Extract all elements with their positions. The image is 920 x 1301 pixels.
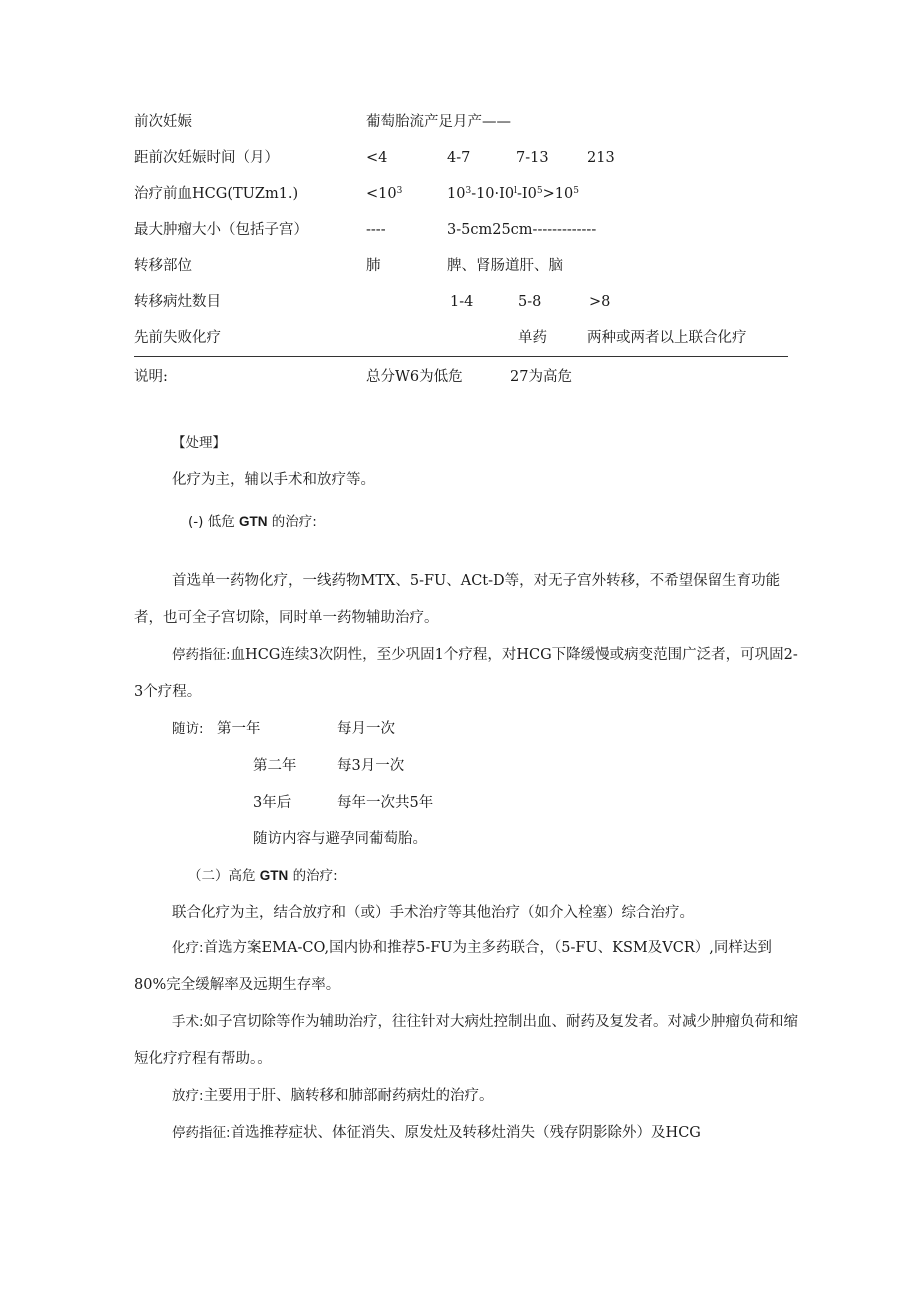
cell-sup: l bbox=[514, 186, 517, 196]
stop-label: 停药指征: bbox=[172, 647, 231, 663]
table-divider bbox=[134, 356, 788, 357]
cell: 3-5cm25cm------------- bbox=[447, 222, 597, 238]
cell: <4 bbox=[366, 150, 388, 166]
row-label: 转移病灶数目 bbox=[134, 294, 221, 310]
followup-period: 3年后 bbox=[253, 795, 292, 811]
high-risk-intro: 联合化疗为主，结合放疗和（或）手术治疗等其他治疗（如介入栓塞）综合治疗。 bbox=[172, 905, 694, 921]
followup-frequency: 每3月一次 bbox=[337, 758, 405, 774]
surgery-paragraph bbox=[134, 1004, 804, 1078]
low-risk-stop-paragraph bbox=[134, 637, 804, 711]
radiotherapy-line bbox=[172, 1086, 494, 1106]
heading-gtn: GTN bbox=[239, 514, 268, 529]
cell: ---- bbox=[366, 222, 386, 238]
cell: 7-13 bbox=[516, 150, 549, 166]
followup-label: 随访: bbox=[172, 721, 204, 737]
table-row bbox=[0, 220, 920, 240]
table-row bbox=[0, 148, 920, 168]
cell: 两种或两者以上联合化疗 bbox=[587, 330, 747, 346]
note-label: 说明: bbox=[134, 369, 168, 385]
cell: 脾、肾肠道肝、脑 bbox=[447, 258, 563, 274]
table-row bbox=[0, 256, 920, 276]
radiotherapy-label: 放疗: bbox=[172, 1088, 204, 1104]
cell: 5-8 bbox=[518, 294, 542, 310]
cell-part: -I0 bbox=[517, 186, 537, 202]
heading-suffix: 的治疗: bbox=[271, 514, 317, 530]
cell: 1-4 bbox=[450, 294, 474, 310]
table-row bbox=[0, 184, 920, 204]
row-label: 先前失败化疗 bbox=[134, 330, 221, 346]
cell-part: -10·I0 bbox=[471, 186, 515, 202]
followup-period: 第二年 bbox=[253, 758, 297, 774]
cell-part: 10 bbox=[447, 186, 466, 202]
cell: 单药 bbox=[518, 330, 547, 346]
cell-sup: 5 bbox=[536, 186, 543, 196]
heading-prefix: （二）高危 bbox=[188, 868, 256, 884]
heading-prefix: (-) 低危 bbox=[188, 514, 235, 530]
high-risk-stop-line bbox=[172, 1123, 701, 1143]
surgery-label: 手术: bbox=[172, 1014, 204, 1030]
row-label: 治疗前血HCG(TUZm1.) bbox=[134, 186, 299, 202]
paragraph-text: 首选推荐症状、体征消失、原发灶及转移灶消失（残存阴影除外）及HCG bbox=[230, 1125, 701, 1141]
paragraph-text: 主要用于肝、脑转移和肺部耐药病灶的治疗。 bbox=[203, 1088, 494, 1104]
row-label: 前次妊娠 bbox=[134, 114, 192, 130]
high-risk-heading bbox=[188, 866, 338, 886]
followup-frequency: 每月一次 bbox=[337, 721, 395, 737]
row-label: 最大肿瘤大小（包括子宫） bbox=[134, 222, 308, 238]
chemo-label: 化疗: bbox=[172, 940, 204, 956]
stop-label: 停药指征: bbox=[172, 1125, 231, 1141]
cell-part: >10 bbox=[542, 186, 574, 202]
treatment-intro: 化疗为主，辅以手术和放疗等。 bbox=[172, 472, 375, 488]
paragraph-text: 血HCG连续3次阴性，至少巩固1个疗程，对HCG下降缓慢或病变范围广泛者，可巩固2-3个疗程。 bbox=[134, 647, 798, 700]
cell-sup: 5 bbox=[573, 186, 579, 196]
cell-sup: 3 bbox=[465, 186, 472, 196]
paragraph-text: 如子宫切除等作为辅助治疗，往往针对大病灶控制出血、耐药及复发者。对减少肿瘤负荷和缩短化疗疗程有帮助。。 bbox=[134, 1014, 799, 1067]
treatment-heading: 【处理】 bbox=[172, 435, 226, 451]
low-risk-heading bbox=[188, 512, 317, 532]
table-row bbox=[0, 328, 920, 348]
paragraph-text: 首选单一药物化疗，一线药物MTX、5-FU、ACt-D等，对无子宫外转移，不希望保留生育功能者，也可全子宫切除，同时单一药物辅助治疗。 bbox=[134, 573, 781, 626]
cell: 213 bbox=[587, 150, 615, 166]
table-note bbox=[0, 367, 920, 387]
row-label: 转移部位 bbox=[134, 258, 192, 274]
cell: 葡萄胎流产足月产—— bbox=[366, 114, 511, 130]
followup-frequency: 每年一次共5年 bbox=[337, 795, 434, 811]
note-high-risk: 27为高危 bbox=[510, 369, 572, 385]
followup-note: 随访内容与避孕同葡萄胎。 bbox=[253, 831, 427, 847]
chemo-paragraph bbox=[134, 930, 804, 1004]
low-risk-paragraph bbox=[134, 563, 804, 637]
note-low-risk: 总分W6为低危 bbox=[366, 369, 463, 385]
row-label: 距前次妊娠时间（月） bbox=[134, 150, 279, 166]
paragraph-text: 首选方案EMA-CO,国内协和推荐5-FU为主多药联合，（5-FU、KSM及VCR）,同样达到80%完全缓解率及远期生存率。 bbox=[134, 940, 772, 993]
cell: >8 bbox=[589, 294, 611, 310]
cell-hcg-range bbox=[366, 184, 402, 204]
table-row bbox=[0, 112, 920, 132]
cell: 4-7 bbox=[447, 150, 471, 166]
cell-hcg-ranges bbox=[447, 184, 579, 204]
heading-gtn: GTN bbox=[259, 868, 289, 883]
cell-sup: 3 bbox=[396, 186, 403, 196]
heading-suffix: 的治疗: bbox=[292, 868, 338, 884]
table-row bbox=[0, 292, 920, 312]
cell: 肺 bbox=[366, 258, 381, 274]
cell-part: <10 bbox=[366, 186, 397, 202]
followup-period: 第一年 bbox=[217, 721, 261, 737]
